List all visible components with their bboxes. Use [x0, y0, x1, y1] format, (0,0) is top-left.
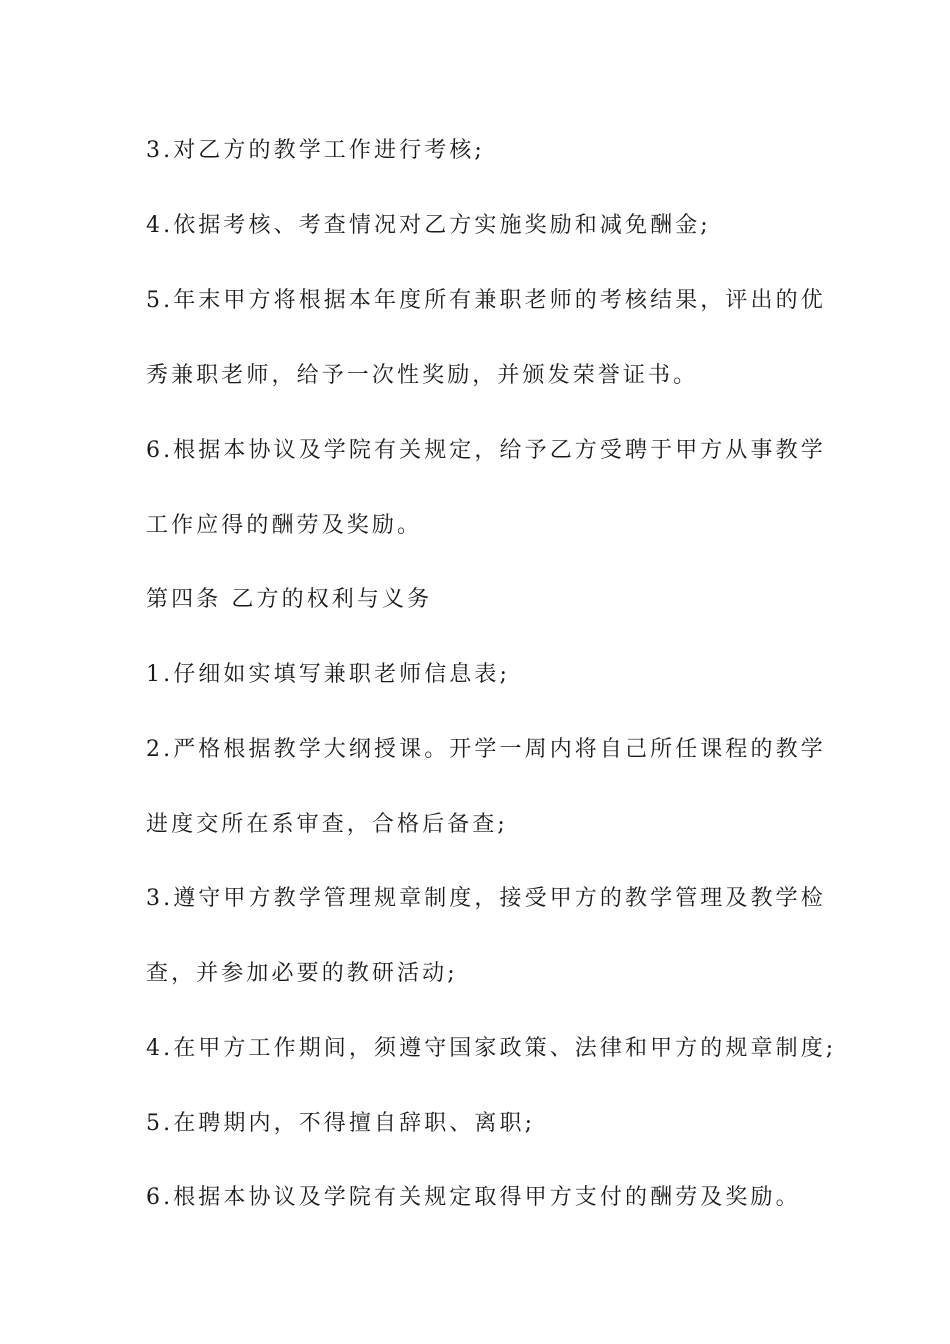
duty-2-line-1: 2.严格根据教学大纲授课。开学一周内将自己所任课程的教学 — [146, 737, 826, 762]
clause-5-line-1: 5.年末甲方将根据本年度所有兼职老师的考核结果，评出的优 — [146, 288, 826, 313]
clause-4-rewards: 4.依据考核、考查情况对乙方实施奖励和减免酬金; — [146, 213, 711, 238]
section-heading-article-4: 第四条 乙方的权利与义务 — [146, 587, 433, 612]
duty-5: 5.在聘期内，不得擅自辞职、离职; — [146, 1111, 536, 1136]
clause-3-assessment: 3.对乙方的教学工作进行考核; — [146, 138, 485, 163]
duty-3-line-1: 3.遵守甲方教学管理规章制度，接受甲方的教学管理及教学检 — [146, 886, 826, 911]
clause-5-line-2: 秀兼职老师，给予一次性奖励，并颁发荣誉证书。 — [146, 363, 699, 388]
duty-1: 1.仔细如实填写兼职老师信息表; — [146, 662, 511, 687]
duty-3-line-2: 查，并参加必要的教研活动; — [146, 961, 458, 986]
duty-2-line-2: 进度交所在系审查，合格后备查; — [146, 812, 508, 837]
clause-6-line-1: 6.根据本协议及学院有关规定，给予乙方受聘于甲方从事教学 — [146, 438, 826, 463]
duty-6: 6.根据本协议及学院有关规定取得甲方支付的酬劳及奖励。 — [146, 1185, 801, 1210]
duty-4: 4.在甲方工作期间，须遵守国家政策、法律和甲方的规章制度; — [146, 1036, 837, 1061]
clause-6-line-2: 工作应得的酬劳及奖励。 — [146, 513, 423, 538]
